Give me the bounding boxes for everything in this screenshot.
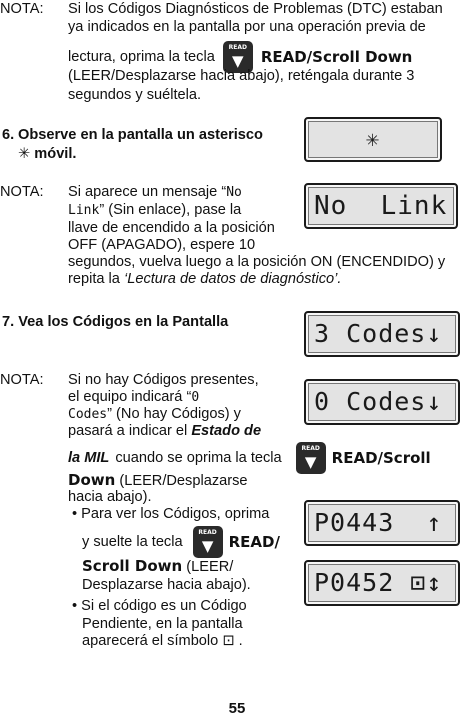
- note3-line1: Si no hay Códigos presentes,: [68, 372, 259, 388]
- lcd-3-codes: 3 Codes↓: [304, 311, 460, 357]
- note3-line3: Codes” (No hay Códigos) y: [68, 406, 241, 422]
- note2-line5: segundos, vuelva luego a la posición ON (ENCENDIDO) y: [68, 254, 446, 270]
- bullet1-line1: • Para ver los Códigos, oprima: [72, 506, 270, 522]
- note3-line4: pasará a indicar el Estado de: [68, 423, 262, 439]
- no-lcd-text: No: [226, 185, 242, 200]
- read-key-icon: READ ▼: [223, 41, 253, 73]
- step6-number: 6.: [2, 127, 15, 143]
- note3-label: NOTA:: [0, 372, 44, 388]
- note1-line5: segundos y suéltela.: [68, 87, 202, 103]
- step6-text1: Observe en la pantalla un asterisco: [18, 127, 263, 143]
- note1-line1: Si los Códigos Diagnósticos de Problemas (DTC) estaban: [68, 1, 443, 17]
- lcd-p0452: P0452 ⊡↕: [304, 560, 460, 606]
- pending-icon: ⊡: [222, 633, 235, 649]
- note3-line5: la MIL cuando se oprima la tecla READ ▼ READ/Scroll: [68, 441, 431, 475]
- step6-text2-row: [18, 145, 76, 163]
- lcd-no-link: No Link: [304, 183, 458, 229]
- note2-line6: repita la ‘Lectura de datos de diagnóstico’.: [68, 271, 342, 287]
- note3-line2: el equipo indicará “0: [68, 389, 200, 405]
- note2-line1: Si aparece un mensaje “No: [68, 184, 242, 200]
- note3-line7: hacia abajo).: [68, 489, 152, 505]
- note1-line3-text: lectura, oprima la tecla: [68, 49, 215, 65]
- step6-text2: móvil.: [34, 146, 77, 162]
- bullet2-line3: aparecerá el símbolo ⊡ .: [82, 633, 243, 649]
- note1-line2: ya indicados en la pantalla por una operación previa de: [68, 19, 426, 35]
- read-key-icon: READ ▼: [193, 526, 223, 558]
- bullet1-line4: Desplazarse hacia abajo).: [82, 577, 251, 593]
- asterisk-icon: ✳: [18, 146, 31, 162]
- codes-lcd-text: Codes: [68, 407, 108, 422]
- lcd-asterisk: ✳: [304, 117, 442, 162]
- note1-label: NOTA:: [0, 1, 44, 17]
- bullet2-line2: Pendiente, en la pantalla: [82, 616, 243, 632]
- note3-line6: Down (LEER/Desplazarse: [68, 471, 248, 489]
- step7-heading: 7. Vea los Códigos en la Pantalla: [2, 314, 229, 330]
- note2-line2: Link” (Sin enlace), pase la: [68, 202, 242, 218]
- bullet1-line3: Scroll Down (LEER/: [82, 557, 234, 575]
- bullet1-line2: y suelte la tecla READ ▼ READ/: [82, 525, 280, 559]
- bullet2-line1: • Si el código es un Código: [72, 598, 247, 614]
- lcd-0-codes: 0 Codes↓: [304, 379, 460, 425]
- lcd-p0443: P0443 ↑: [304, 500, 460, 546]
- zero-lcd-text: 0: [191, 390, 200, 405]
- read-key-icon: READ ▼: [296, 442, 326, 474]
- note2-label: NOTA:: [0, 184, 44, 200]
- read-scroll-down-label: READ/Scroll Down: [260, 48, 413, 66]
- page-number: 55: [228, 700, 246, 717]
- note2-line4: OFF (APAGADO), espere 10: [68, 237, 256, 253]
- note2-line3: llave de encendido a la posición: [68, 220, 275, 236]
- link-lcd-text: Link: [68, 203, 100, 218]
- note1-line4: (LEER/Desplazarse hacia abajo), reténgala durante 3: [68, 68, 415, 84]
